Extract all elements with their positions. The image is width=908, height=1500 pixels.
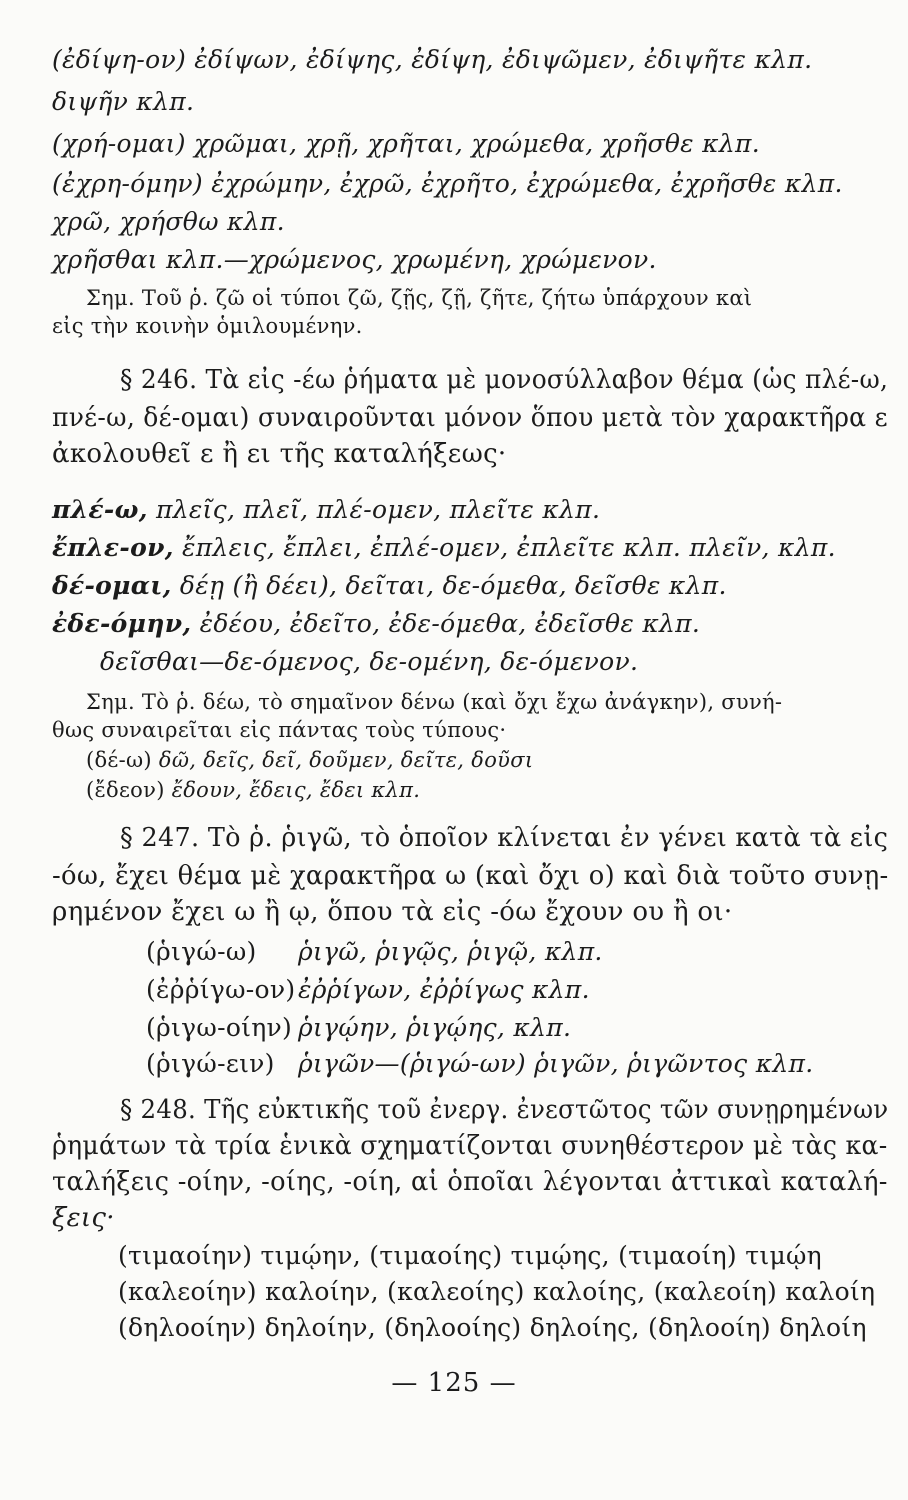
- stem-form: (ῥιγω-οίην): [146, 1013, 293, 1042]
- forms: δέῃ (ἢ δέει), δεῖται, δε-όμεθα, δεῖσθε κλπ.: [179, 571, 727, 600]
- stem-form: (ῥιγώ-ω): [146, 937, 257, 966]
- optative-row: (δηλοοίην) δηλοίην, (δηλοοίης) δηλοίης, (δηλοοίη) δηλοίη: [118, 1313, 867, 1342]
- headword: δέ-ομαι,: [52, 571, 172, 600]
- text-line: διψῆν κλπ.: [52, 87, 195, 116]
- forms: ἔπλεις, ἔπλει, ἐπλέ-ομεν, ἐπλεῖτε κλπ. πλεῖν, κλπ.: [181, 533, 836, 562]
- text-line: -όω, ἔχει θέμα μὲ χαρακτῆρα ω (καὶ ὄχι ο) καὶ διὰ τοῦτο συνῃ-: [52, 861, 889, 891]
- text-line: ξεις·: [52, 1203, 115, 1233]
- section-heading-line: § 247. Τὸ ῥ. ῥιγῶ, τὸ ὁποῖον κλίνεται ἐν γένει κατὰ τὰ εἰς: [120, 823, 889, 853]
- text-line: δεῖσθαι—δε-όμενος, δε-ομένη, δε-όμενον.: [100, 647, 639, 676]
- note-line: θως συναιρεῖται εἰς πάντας τοὺς τύπους·: [52, 718, 507, 742]
- contracted-forms: ῥιγῴην, ῥιγῴης, κλπ.: [298, 1013, 572, 1042]
- text-line: ρημένον ἔχει ω ἢ ῳ, ὅπου τὰ εἰς -όω ἔχουν ου ἢ οι·: [52, 897, 733, 927]
- text-line: πνέ-ω, δέ-ομαι) συναιροῦνται μόνον ὅπου μετὰ τὸν χαρακτῆρα ε: [52, 403, 888, 433]
- headword: ἔπλε-ον,: [52, 533, 174, 562]
- text-line: (ἐδίψη-ον) ἐδίψων, ἐδίψης, ἐδίψη, ἐδιψῶμεν, ἐδιψῆτε κλπ.: [52, 45, 813, 74]
- text-line: (ἐχρη-όμην) ἐχρώμην, ἐχρῶ, ἐχρῆτο, ἐχρώμεθα, ἐχρῆσθε κλπ.: [52, 169, 843, 198]
- text-line: ῥημάτων τὰ τρία ἑνικὰ σχηματίζονται συνηθέστερον μὲ τὰς κα-: [52, 1131, 888, 1161]
- forms: πλεῖς, πλεῖ, πλέ-ομεν, πλεῖτε κλπ.: [155, 495, 601, 524]
- headword: πλέ-ω,: [52, 495, 148, 524]
- section-heading-line: § 248. Τῆς εὐκτικῆς τοῦ ἐνεργ. ἐνεστῶτος τῶν συνῃρημένων: [120, 1095, 889, 1125]
- text-line: ἀκολουθεῖ ε ἢ ει τῆς καταλήξεως·: [52, 439, 507, 469]
- optative-row: (τιμαοίην) τιμῴην, (τιμαοίης) τιμῴης, (τιμαοίη) τιμῴη: [118, 1241, 822, 1270]
- note-line: Σημ. Τοῦ ῥ. ζῶ οἱ τύποι ζῶ, ζῇς, ζῇ, ζῆτε, ζήτω ὑπάρχουν καὶ: [86, 286, 753, 310]
- section-heading-line: § 246. Τὰ εἰς -έω ῥήματα μὲ μονοσύλλαβον θέμα (ὡς πλέ-ω,: [120, 365, 889, 395]
- text-line: (χρή-ομαι) χρῶμαι, χρῇ, χρῆται, χρώμεθα, χρῆσθε κλπ.: [52, 129, 760, 158]
- contracted-forms: ἐῤῥίγων, ἐῤῥίγως κλπ.: [298, 975, 590, 1004]
- note-line: εἰς τὴν κοινὴν ὁμιλουμένην.: [52, 314, 363, 338]
- contracted-forms: ῥιγῶν—(ῥιγώ-ων) ῥιγῶν, ῥιγῶντος κλπ.: [298, 1049, 814, 1078]
- text-line: ταλήξεις -οίην, -οίης, -οίη, αἱ ὁποῖαι λέγονται ἀττικαὶ καταλή-: [52, 1167, 888, 1197]
- contracted-forms: ῥιγῶ, ῥιγῷς, ῥιγῷ, κλπ.: [298, 937, 603, 966]
- headword: ἐδε-όμην,: [52, 609, 192, 638]
- stem-form: (ἔδεον): [86, 778, 165, 802]
- note-line: Σημ. Τὸ ῥ. δέω, τὸ σημαῖνον δένω (καὶ ὄχι ἔχω ἀνάγκην), συνή-: [86, 690, 783, 714]
- page-number: — 125 —: [391, 1368, 517, 1398]
- forms: ἐδέου, ἐδεῖτο, ἐδε-όμεθα, ἐδεῖσθε κλπ.: [199, 609, 701, 638]
- contracted-forms: ἔδουν, ἔδεις, ἔδει κλπ.: [171, 778, 421, 802]
- stem-form: (ῥιγώ-ειν): [146, 1049, 275, 1078]
- text-line: χρῆσθαι κλπ.—χρώμενος, χρωμένη, χρώμενον.: [52, 245, 657, 274]
- optative-row: (καλεοίην) καλοίην, (καλεοίης) καλοίης, (καλεοίη) καλοίη: [118, 1277, 876, 1306]
- stem-form: (ἐῤῥίγω-ον): [146, 975, 296, 1004]
- contracted-forms: δῶ, δεῖς, δεῖ, δοῦμεν, δεῖτε, δοῦσι: [158, 748, 534, 772]
- text-line: χρῶ, χρήσθω κλπ.: [52, 207, 285, 236]
- stem-form: (δέ-ω): [86, 748, 152, 772]
